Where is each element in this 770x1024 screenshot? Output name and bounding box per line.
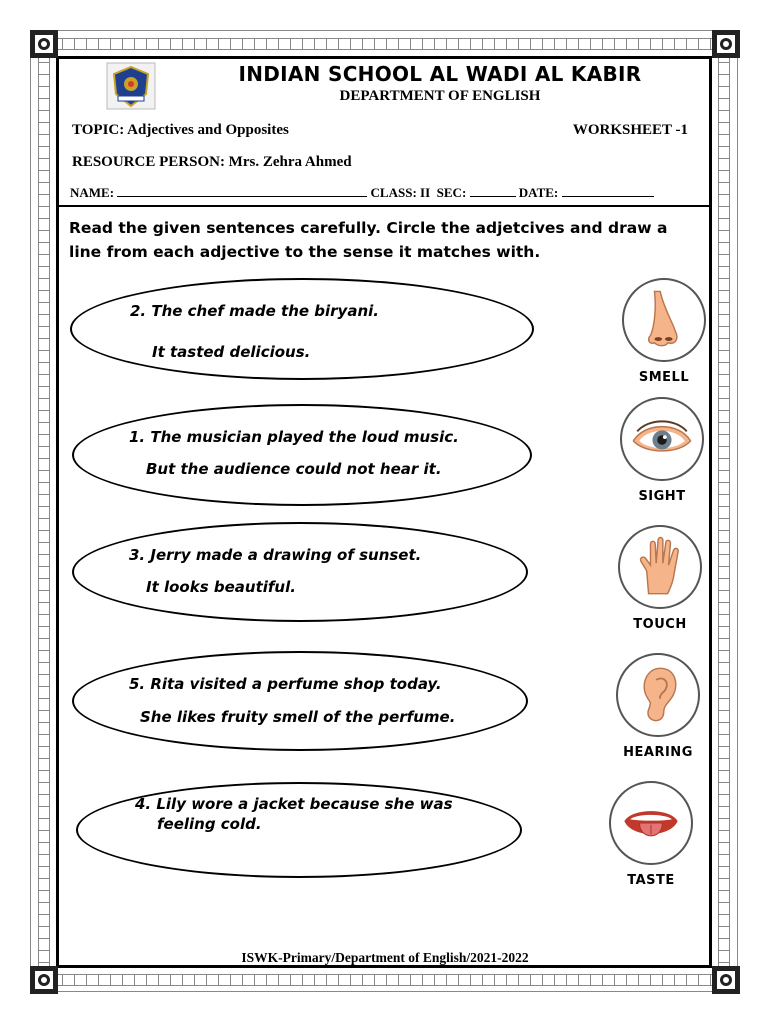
header-divider [59, 205, 709, 207]
instructions: Read the given sentences carefully. Circle the adjetcives and draw a line from each adjective to the sense it matches with. [69, 219, 668, 261]
corner-ornament-icon [26, 26, 62, 62]
sense-taste[interactable] [605, 781, 697, 888]
name-label: NAME: [70, 185, 115, 200]
sense-label: HEARING [623, 745, 693, 760]
sentence-bubble[interactable] [70, 278, 534, 380]
eye-icon [620, 397, 704, 481]
sentence-line: 4. Lily wore a jacket because she was [135, 795, 453, 813]
topic-label: TOPIC: Adjectives and Opposites [72, 122, 289, 138]
sentence-line: 2. The chef made the biryani. [130, 302, 379, 320]
corner-ornament-icon [708, 962, 744, 998]
resource-person: RESOURCE PERSON: Mrs. Zehra Ahmed [72, 154, 352, 170]
hand-icon [618, 525, 702, 609]
sense-hearing[interactable] [612, 653, 704, 760]
page-footer: ISWK-Primary/Department of English/2021-2022 [241, 950, 529, 965]
border-ruler-right [718, 38, 730, 986]
date-field[interactable] [562, 184, 654, 197]
border-ruler-left [38, 38, 50, 986]
sentence-bubble[interactable] [72, 404, 532, 506]
sentence-line: 3. Jerry made a drawing of sunset. [129, 546, 422, 564]
sense-label: SMELL [638, 370, 690, 385]
sense-label: TOUCH [633, 617, 687, 632]
name-field[interactable] [117, 184, 367, 197]
school-name: INDIAN SCHOOL AL WADI AL KABIR [238, 62, 642, 86]
border-ruler-top [38, 38, 730, 50]
sense-label: SIGHT [638, 489, 686, 504]
sentence-line: She likes fruity smell of the perfume. [140, 708, 456, 726]
ear-icon [616, 653, 700, 737]
nose-icon [622, 278, 706, 362]
sense-sight[interactable] [616, 397, 708, 504]
sentence-bubble[interactable] [72, 651, 528, 751]
sentence-line: But the audience could not hear it. [146, 460, 442, 478]
date-label: DATE: [518, 185, 559, 200]
corner-ornament-icon [26, 962, 62, 998]
worksheet-number: WORKSHEET -1 [572, 122, 688, 138]
sentence-bubble[interactable] [72, 522, 528, 622]
sentence-line: 1. The musician played the loud music. [129, 428, 459, 446]
sentence-line: It tasted delicious. [152, 343, 311, 361]
school-logo-icon [106, 62, 156, 110]
border-ruler-bottom [38, 974, 730, 986]
sentence-line: It looks beautiful. [146, 578, 296, 596]
department-name: DEPARTMENT OF ENGLISH [339, 88, 541, 104]
sec-field[interactable] [470, 184, 516, 197]
sec-label: SEC: [436, 185, 467, 200]
sentence-line: 5. Rita visited a perfume shop today. [129, 675, 442, 693]
class-label: CLASS: II [370, 185, 431, 200]
sense-smell[interactable] [618, 278, 710, 385]
sentence-line: feeling cold. [157, 815, 262, 833]
sense-touch[interactable] [614, 525, 706, 632]
sense-label: TASTE [627, 873, 675, 888]
corner-ornament-icon [708, 26, 744, 62]
student-info-row [70, 184, 706, 201]
tongue-icon [609, 781, 693, 865]
